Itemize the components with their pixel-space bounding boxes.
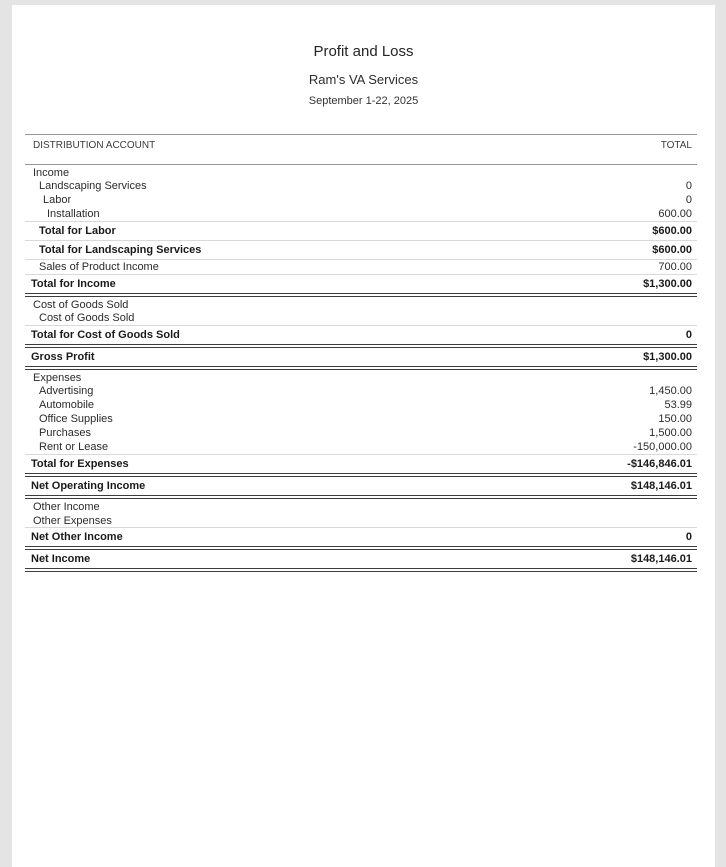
row-label: Landscaping Services (39, 180, 147, 192)
row-value: 0 (685, 329, 692, 341)
row-value: $600.00 (652, 225, 692, 237)
row-label: Cost of Goods Sold (39, 312, 135, 324)
row-value: 0 (685, 194, 692, 206)
report-page (12, 5, 715, 867)
row-label: Expenses (33, 372, 82, 384)
date-range: September 1-22, 2025 (308, 95, 419, 107)
row-value: $1,300.00 (643, 278, 692, 290)
row-label: Purchases (39, 427, 91, 439)
row-advertising (25, 384, 697, 398)
row-total-cogs (25, 325, 697, 348)
row-total-income (25, 274, 697, 297)
row-value: $600.00 (652, 244, 692, 256)
row-net-operating-income (25, 477, 697, 499)
row-value: 600.00 (658, 208, 692, 220)
row-label: Total for Labor (39, 225, 116, 237)
row-total-expenses (25, 454, 697, 477)
row-other-income-header (25, 499, 697, 513)
row-income-header (25, 165, 697, 179)
row-label: Net Operating Income (31, 480, 146, 492)
row-net-income (25, 550, 697, 572)
row-value: $1,300.00 (643, 351, 692, 363)
row-label: Income (33, 167, 70, 179)
row-label: Automobile (39, 399, 95, 411)
row-label: Labor (43, 194, 72, 206)
row-cogs-item (25, 311, 697, 325)
row-purchases (25, 426, 697, 440)
row-label: Other Expenses (33, 515, 112, 527)
row-label: Net Other Income (31, 531, 123, 543)
table-header-row (25, 134, 697, 165)
row-label: Total for Expenses (31, 458, 129, 470)
report-header (12, 5, 715, 107)
row-installation (25, 207, 697, 221)
row-value: 0 (685, 180, 692, 192)
row-total-landscaping (25, 241, 697, 260)
row-value: $148,146.01 (630, 553, 692, 565)
row-other-expenses-header (25, 513, 697, 527)
row-label: Total for Income (31, 278, 116, 290)
column-header-distribution-account: DISTRIBUTION ACCOUNT (33, 140, 156, 151)
row-value: 0 (685, 531, 692, 543)
row-label: Gross Profit (31, 351, 95, 363)
row-cogs-header (25, 297, 697, 311)
row-label: Installation (47, 208, 100, 220)
row-label: Net Income (31, 553, 91, 565)
row-label: Total for Cost of Goods Sold (31, 329, 180, 341)
row-sales-of-product-income (25, 260, 697, 274)
company-name: Ram's VA Services (308, 72, 419, 87)
profit-and-loss-table (25, 134, 697, 572)
row-rent-or-lease (25, 440, 697, 454)
row-label: Sales of Product Income (39, 261, 159, 273)
row-value: 700.00 (658, 261, 692, 273)
row-value: $148,146.01 (630, 480, 692, 492)
row-gross-profit (25, 348, 697, 370)
row-landscaping-services (25, 179, 697, 193)
row-value: -$146,846.01 (627, 458, 692, 470)
row-label: Advertising (39, 385, 94, 397)
row-net-other-income (25, 527, 697, 550)
column-header-total: TOTAL (660, 140, 692, 151)
row-label: Other Income (33, 501, 100, 513)
table-body (25, 165, 697, 572)
row-office-supplies (25, 412, 697, 426)
row-value: 150.00 (658, 413, 692, 425)
row-label: Rent or Lease (39, 441, 109, 453)
row-label: Cost of Goods Sold (33, 299, 129, 311)
report-title: Profit and Loss (313, 43, 414, 60)
row-value: 1,500.00 (649, 427, 692, 439)
row-label: Office Supplies (39, 413, 113, 425)
row-value: 1,450.00 (649, 385, 692, 397)
row-labor (25, 193, 697, 207)
row-label: Total for Landscaping Services (39, 244, 202, 256)
row-value: -150,000.00 (633, 441, 692, 453)
row-total-labor (25, 221, 697, 241)
row-expenses-header (25, 370, 697, 384)
row-value: 53.99 (664, 399, 692, 411)
row-automobile (25, 398, 697, 412)
